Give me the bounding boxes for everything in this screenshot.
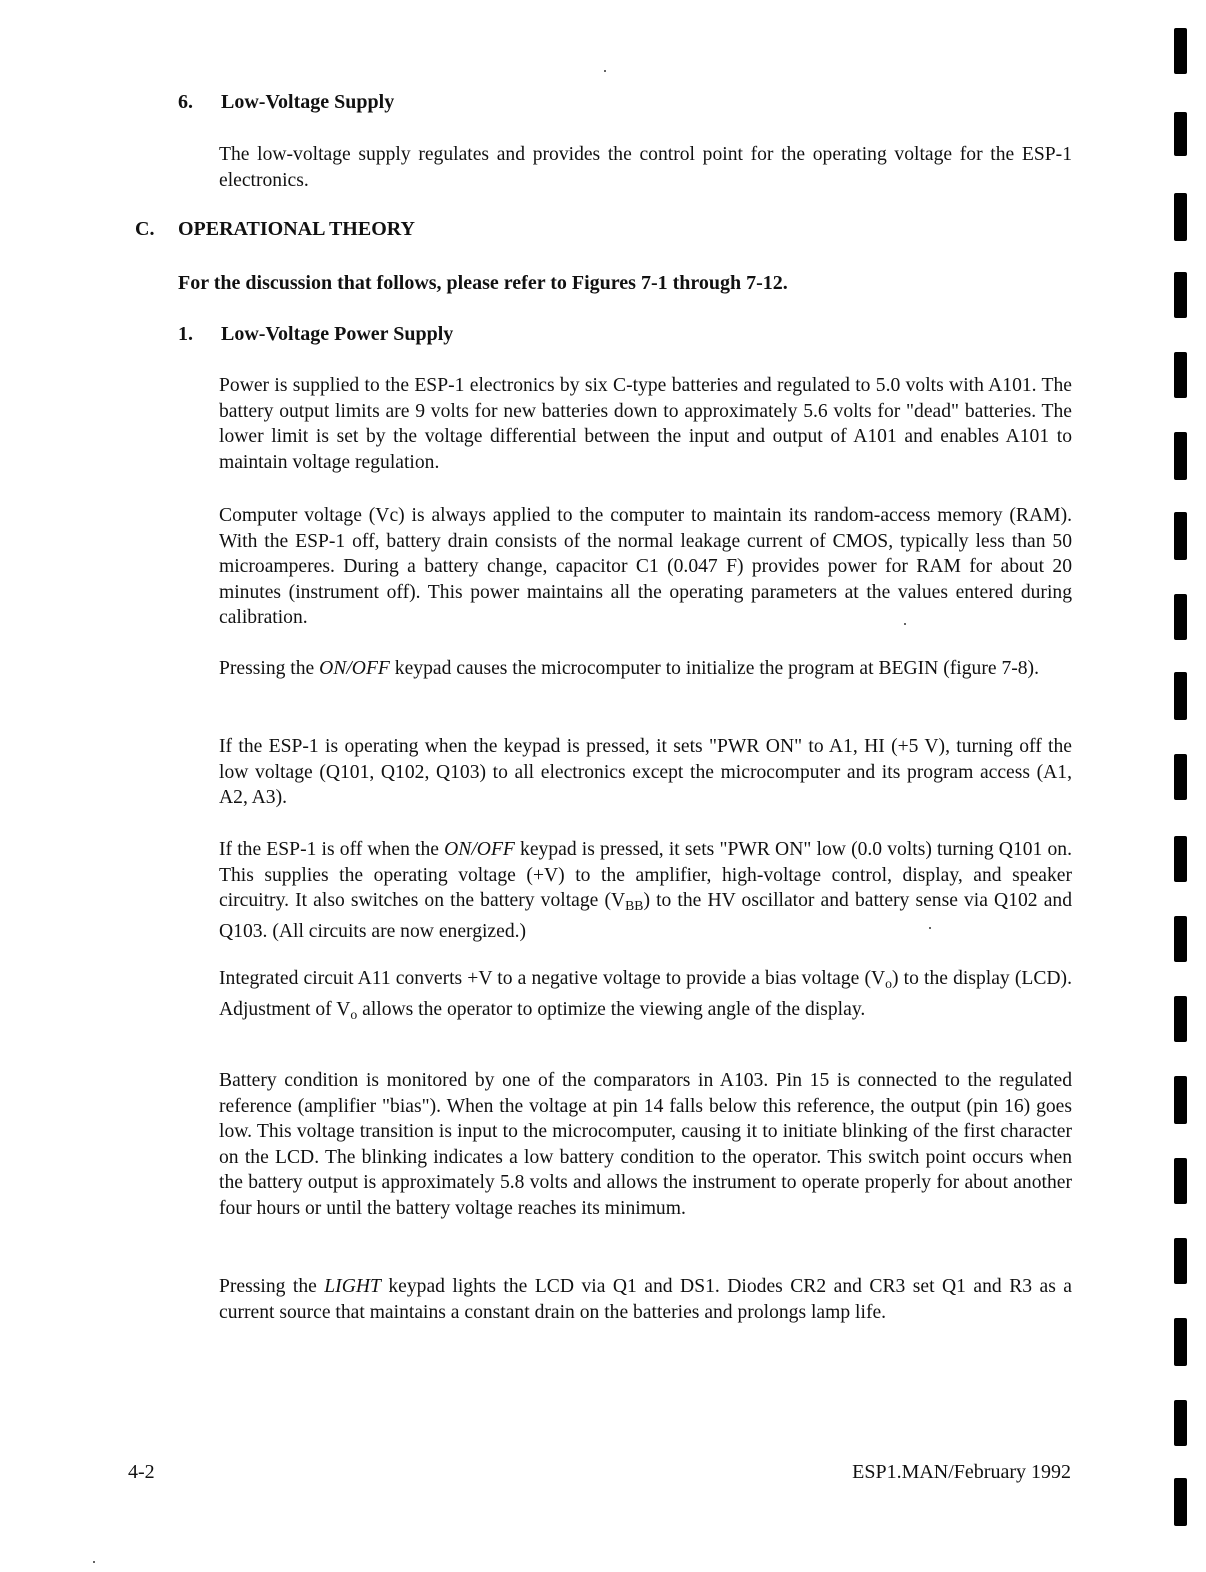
change-bar: [1174, 836, 1187, 882]
scan-speck: [93, 1561, 95, 1563]
scan-speck: [904, 623, 906, 625]
paragraph-onoff-begin: Pressing the ON/OFF keypad causes the microcomputer to initialize the program at BEGIN (figure 7-8).: [219, 658, 1039, 679]
change-bar: [1174, 1400, 1187, 1446]
scan-speck: [929, 927, 931, 929]
document-id: ESP1.MAN/February 1992: [852, 1461, 1071, 1483]
change-bar: [1174, 1478, 1187, 1526]
section-6-heading: [178, 90, 395, 114]
change-bar: [1174, 1318, 1187, 1366]
section-6-number: 6.: [178, 91, 193, 113]
light-keypad-label: LIGHT: [324, 1276, 381, 1297]
change-bar: [1174, 754, 1187, 800]
change-bar: [1174, 1158, 1187, 1204]
page-number: 4-2: [128, 1461, 155, 1483]
paragraph-battery-condition: Battery condition is monitored by one of the comparators in A103. Pin 15 is connected to the regulated reference (amplifier "bias"). When the voltage at pin 14 falls below this reference, the output (pin 16) goes low. This voltage transition is input to the microcomputer, causing it to initiate blinking of the first character on the LCD. The blinking indicates a low battery condition to the operator. This switch point occurs when the battery output is approximately 5.8 volts and allows the instrument to operate properly for about another four hours or until the battery voltage reaches its minimum.: [219, 1070, 1072, 1219]
change-bar: [1174, 193, 1187, 241]
paragraph-computer-voltage: Computer voltage (Vc) is always applied to the computer to maintain its random-access memory (RAM). With the ESP-1 off, battery drain consists of the normal leakage current of CMOS, typically less than 50 microamperes. During a battery change, capacitor C1 (0.047 F) provides power for RAM for about 20 minutes (instrument off). This power maintains all the operating parameters at the values entered during calibration.: [219, 505, 1072, 629]
paragraph-off-on: If the ESP-1 is off when the ON/OFF keypad is pressed, it sets "PWR ON" low (0.0 volts) turning Q101 on. This supplies the operating voltage (+V) to the amplifier, high-voltage control, display, and speaker circuitry. It also switches on the battery voltage $(V_{BB})$ to the HV oscillator and battery sense via Q102 and Q103. (All circuits are now energized.): [219, 839, 1072, 942]
paragraph-operating-off: If the ESP-1 is operating when the keypad is pressed, it sets "PWR ON" to A1, HI (+5 V), turning off the low voltage (Q101, Q102, Q103) to all electronics except the microcomputer and its program access (A1, A2, A3).: [219, 736, 1072, 809]
change-bar: [1174, 512, 1187, 560]
section-6-title: Low-Voltage Supply: [221, 91, 395, 113]
change-bar: [1174, 672, 1187, 720]
change-bar: [1174, 28, 1187, 74]
change-bar: [1174, 112, 1187, 156]
paragraph-bias-voltage: Integrated circuit A11 converts +V to a negative voltage to provide a bias voltage $(V_o)$ to the display (LCD). Adjustment of $V_o$ allows the operator to optimize the viewing angle of the display.: [219, 968, 1072, 1022]
change-bar: [1174, 996, 1187, 1042]
change-bar: [1174, 432, 1187, 480]
scan-speck: [604, 70, 606, 72]
change-bar: [1174, 272, 1187, 318]
change-bar: [1174, 916, 1187, 962]
section-1-title: Low-Voltage Power Supply: [221, 323, 454, 345]
paragraph-power-supply: Power is supplied to the ESP-1 electronics by six C-type batteries and regulated to 5.0 volts with A101. The battery output limits are 9 volts for new batteries down to approximately 5.6 volts for "dead" batteries. The lower limit is set by the voltage differential between the input and output of A101 and enables A101 to maintain voltage regulation.: [219, 375, 1072, 473]
change-bar: [1174, 1076, 1187, 1124]
change-bar: [1174, 594, 1187, 640]
section-1-heading: [178, 322, 454, 346]
onoff-keypad-label: ON/OFF: [444, 839, 515, 860]
change-bar: [1174, 352, 1187, 398]
change-bar: [1174, 1238, 1187, 1284]
section-c-intro: For the discussion that follows, please refer to Figures 7-1 through 7-12.: [178, 272, 788, 294]
section-1-number: 1.: [178, 323, 193, 345]
paragraph-light-keypad: Pressing the LIGHT keypad lights the LCD via Q1 and DS1. Diodes CR2 and CR3 set Q1 and R3 as a current source that maintains a constant drain on the batteries and prolongs lamp life.: [219, 1276, 1073, 1323]
onoff-keypad-label: ON/OFF: [319, 658, 390, 679]
section-c-title: OPERATIONAL THEORY: [178, 218, 415, 240]
section-c-letter: C.: [135, 218, 155, 240]
section-6-body: The low-voltage supply regulates and provides the control point for the operating voltage for the ESP-1 electronics.: [219, 144, 1072, 191]
section-c-heading: [135, 217, 415, 241]
